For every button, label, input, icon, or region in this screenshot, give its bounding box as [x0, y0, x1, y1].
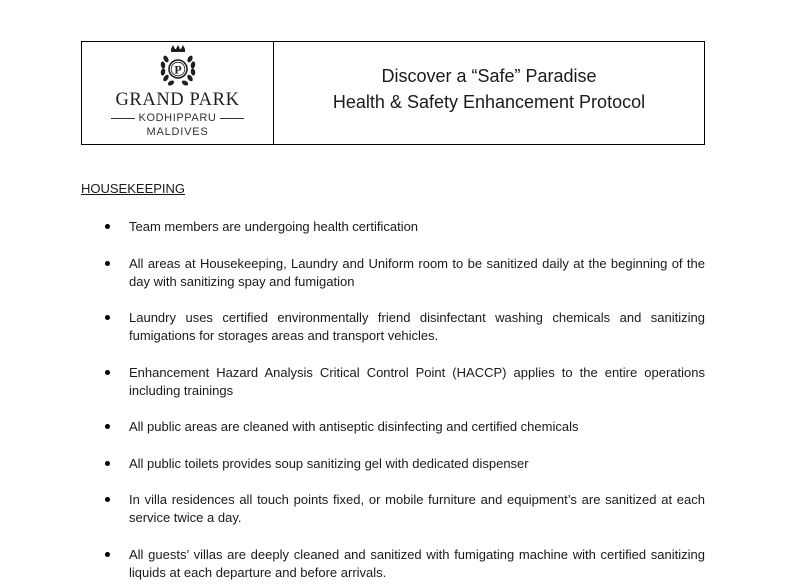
section-heading: HOUSEKEEPING: [81, 181, 186, 196]
bullet-icon: [105, 552, 110, 557]
bullet-icon: [105, 315, 110, 320]
brand-location: KODHIPPARU: [138, 112, 217, 124]
brand-country: MALDIVES: [146, 126, 209, 138]
list-item-text: Laundry uses certified environmentally friend disinfectant washing chemicals and sanitizing fumigations for storages areas and transport vehicles.: [129, 310, 705, 343]
divider-left: [111, 118, 135, 119]
brand-name: GRAND PARK: [115, 90, 240, 110]
divider-right: [220, 118, 244, 119]
bullet-icon: [105, 497, 110, 502]
bullet-icon: [105, 424, 110, 429]
title-line-2: Health & Safety Enhancement Protocol: [332, 92, 646, 112]
crest-letter: P: [173, 62, 182, 77]
list-item-text: Team members are undergoing health certification: [129, 219, 419, 234]
list-item-text: All guests’ villas are deeply cleaned and sanitized with fumigating machine with certified sanitizing liquids at each departure and before arrivals.: [129, 547, 705, 580]
brand-location-line: [107, 112, 249, 125]
header-table: [81, 41, 705, 145]
bullet-icon: [105, 224, 110, 229]
title-line-1: Discover a “Safe” Paradise: [381, 66, 597, 86]
bullet-icon: [105, 261, 110, 266]
bullet-icon: [105, 370, 110, 375]
list-item-text: All public areas are cleaned with antiseptic disinfecting and certified chemicals: [129, 419, 579, 434]
logo-cell: [82, 42, 274, 144]
title-cell: [274, 42, 704, 144]
crest-logo-icon: [156, 45, 200, 89]
list-item-text: In villa residences all touch points fixed, or mobile furniture and equipment’s are sanitized at each service twice a day.: [129, 492, 705, 525]
list-item-text: All areas at Housekeeping, Laundry and Uniform room to be sanitized daily at the beginning of the day with sanitizing spay and fumigation: [129, 256, 705, 289]
list-item-text: All public toilets provides soup sanitizing gel with dedicated dispenser: [129, 456, 529, 471]
bullet-icon: [105, 461, 110, 466]
list-item-text: Enhancement Hazard Analysis Critical Control Point (HACCP) applies to the entire operations including trainings: [129, 365, 705, 398]
